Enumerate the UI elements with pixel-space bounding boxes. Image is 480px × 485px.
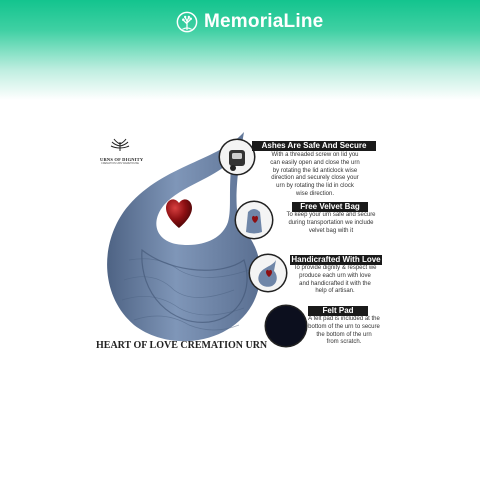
logo-name: URNS OF DIGNITY: [100, 157, 144, 162]
product-caption: HEART OF LOVE CREMATION URN: [96, 340, 268, 351]
feature-description: With a threaded screw on lid you can easily open and close the urn by rotating the lid anticlock wise direction and securely close your urn by rotating the lid in clock wise direction.: [270, 152, 360, 197]
brand-logo[interactable]: [176, 8, 323, 36]
logo-tagline: CREMATION URN WAREHOUSE: [101, 162, 139, 165]
product-image: [90, 130, 390, 360]
urns-of-dignity-logo: [100, 138, 144, 165]
feature-title: Felt Pad: [308, 306, 368, 316]
lid-thumbnail: [220, 140, 254, 174]
feature-description: To provide dignity & respect we produce each urn with love and handicrafted it with the help of artisan.: [293, 265, 377, 295]
handicrafted-thumbnail: [250, 255, 286, 291]
feature-title: Free Velvet Bag: [292, 202, 368, 212]
feature-description: To keep your urn safe and secure during transportation we include velvet bag with it: [286, 212, 376, 234]
header-banner: [0, 0, 480, 100]
velvet-bag-thumbnail: [236, 202, 272, 238]
feature-title: Handicrafted With Love: [291, 255, 381, 264]
feature-description: A felt pad is included at the bottom of the urn to secure the bottom of the urn from scratch.: [308, 316, 380, 346]
feature-title: Ashes Are Safe And Secure: [252, 141, 376, 151]
brand-name: MemoriaLine: [204, 11, 324, 32]
tree-of-life-icon: [176, 11, 198, 33]
laurel-icon: [109, 138, 131, 152]
